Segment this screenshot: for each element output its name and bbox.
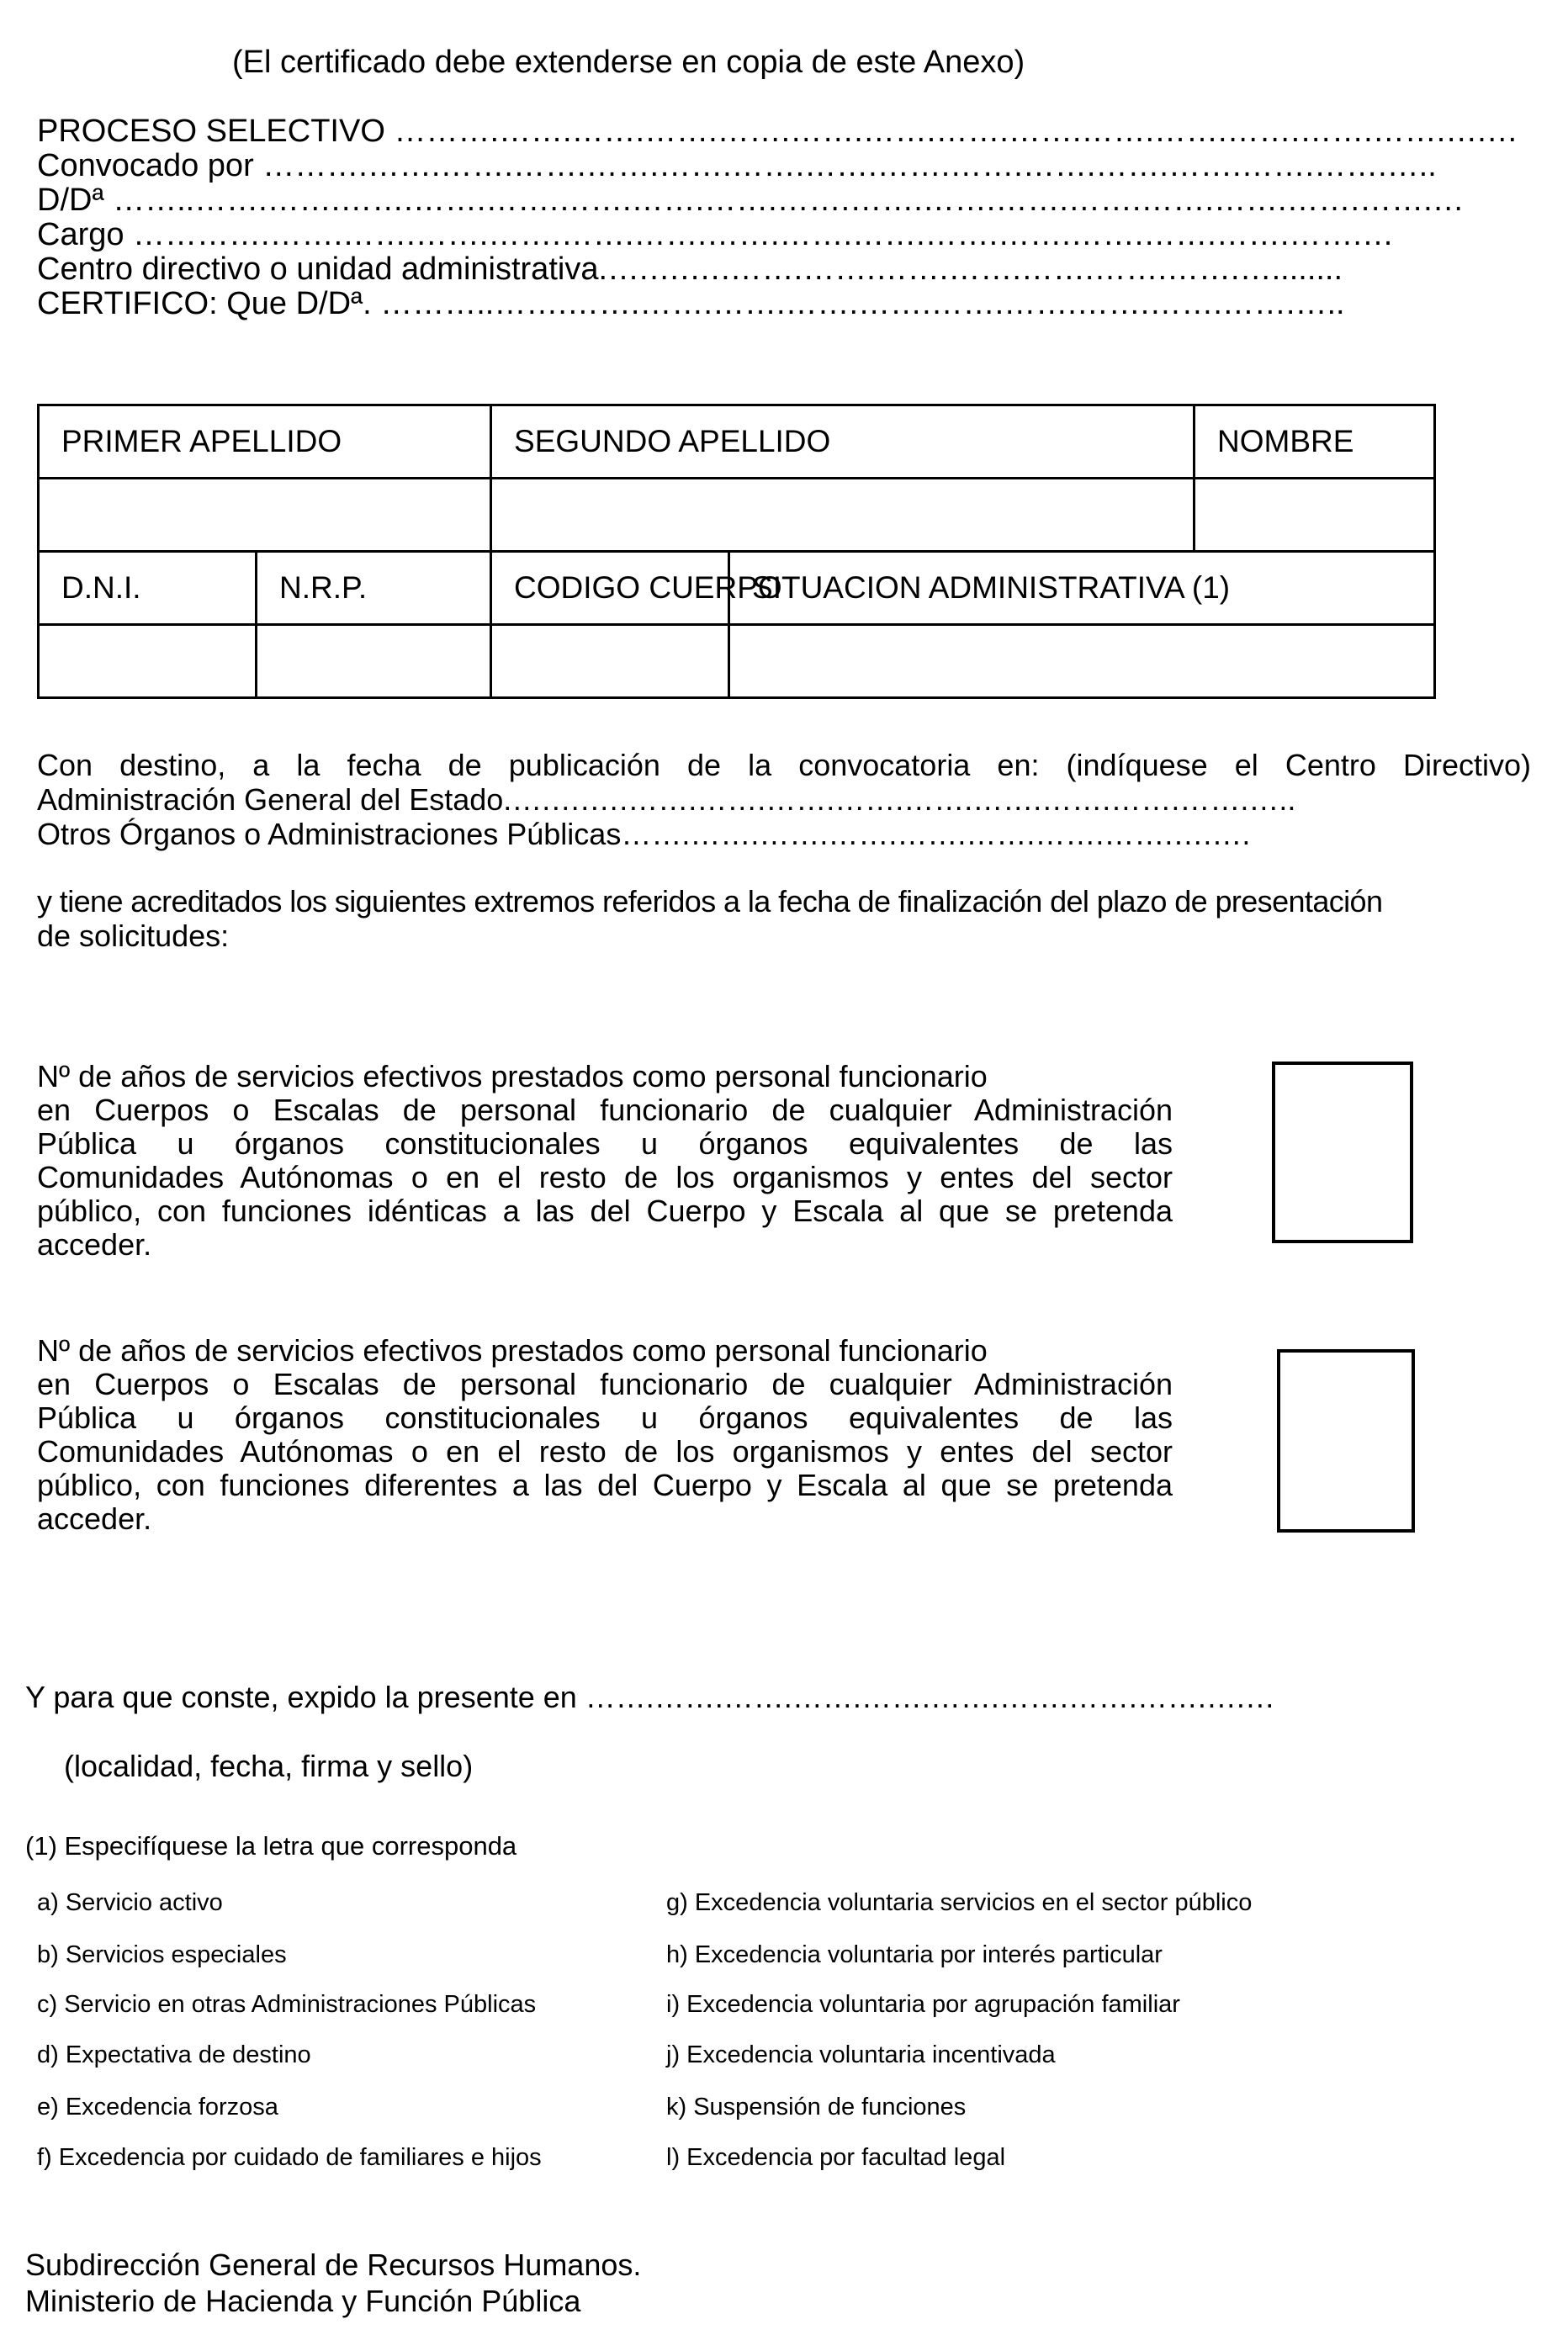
service-different-functions — [37, 1334, 1173, 1536]
years-different-box[interactable] — [1277, 1349, 1415, 1533]
place-date-signature-note: (localidad, fecha, firma y sello) — [64, 1749, 474, 1783]
header-dni: D.N.I. — [39, 552, 257, 625]
cell-primer-apellido[interactable] — [39, 479, 491, 552]
issuing-department: Subdirección General de Recursos Humanos. — [25, 2248, 642, 2282]
situation-option-i: i) Excedencia voluntaria por agrupación familiar — [666, 1991, 1180, 2018]
annex-note: (El certificado debe extenderse en copia de este Anexo) — [232, 45, 1025, 80]
situation-option-a: a) Servicio activo — [37, 1889, 223, 1916]
situation-option-j: j) Excedencia voluntaria incentivada — [666, 2041, 1056, 2068]
field-certifico[interactable]: CERTIFICO: Que D/Dª. ………..…….…….…….…….…….…….…….…….…….…….…….….. — [37, 286, 1345, 321]
situation-option-h: h) Excedencia voluntaria por interés particular — [666, 1941, 1163, 1968]
service-text-line: acceder. — [37, 1227, 152, 1262]
field-d-da[interactable]: D/Dª ……..…….…….…….…….…….…….…….…….…….…….…….…….…….…….…….…….…….… — [37, 183, 1465, 218]
service-text-line: Pública u órganos constitucionales u órganos equivalentes de las — [37, 1400, 1173, 1435]
years-identical-box[interactable] — [1272, 1062, 1413, 1243]
issued-in-field[interactable]: Y para que conste, expido la presente en …….…….…….…….…….…….…….…….…….….… — [25, 1680, 1275, 1714]
cell-segundo-apellido[interactable] — [491, 479, 1195, 552]
header-codigo-cuerpo: CODIGO CUERPO — [491, 552, 729, 625]
service-text-line: Nº de años de servicios efectivos prestados como personal funcionario — [37, 1059, 988, 1093]
footnote-title: (1) Especifíquese la letra que corresponda — [25, 1831, 517, 1861]
service-text-line: Nº de años de servicios efectivos prestados como personal funcionario — [37, 1333, 988, 1368]
situation-option-d: d) Expectativa de destino — [37, 2041, 311, 2068]
extremes-line-2: de solicitudes: — [37, 919, 230, 953]
cell-dni[interactable] — [39, 625, 257, 698]
service-text-line: en Cuerpos o Escalas de personal funcionario de cualquier Administración — [37, 1367, 1173, 1401]
table-row-ids-values — [39, 625, 1435, 698]
destination-section — [37, 749, 1531, 852]
field-otros-organos[interactable]: Otros Órganos o Administraciones Públicas…….…….…….…….…….…….…….…….….…. — [37, 817, 1251, 851]
service-text-line: Pública u órganos constitucionales u órganos equivalentes de las — [37, 1126, 1173, 1161]
situation-option-b: b) Servicios especiales — [37, 1941, 287, 1968]
service-text-line: Comunidades Autónomas o en el resto de los organismos y entes del sector — [37, 1434, 1173, 1469]
service-text-line: acceder. — [37, 1501, 152, 1536]
table-row-names-values — [39, 479, 1435, 552]
header-segundo-apellido: SEGUNDO APELLIDO — [491, 405, 1195, 479]
situation-option-f: f) Excedencia por cuidado de familiares e hijos — [37, 2144, 542, 2171]
cell-codigo-cuerpo[interactable] — [491, 625, 729, 698]
service-identical-functions — [37, 1060, 1173, 1262]
header-situacion-administrativa: SITUACION ADMINISTRATIVA (1) — [729, 552, 1435, 625]
form-fields — [37, 114, 1518, 321]
field-centro-directivo[interactable]: Centro directivo o unidad administrativa.….….….…….…….…….…….…….…….…….…........ — [37, 252, 1343, 287]
cell-situacion-administrativa[interactable] — [729, 625, 1435, 698]
header-nrp: N.R.P. — [257, 552, 491, 625]
extremes-section — [37, 885, 1382, 954]
cell-nrp[interactable] — [257, 625, 491, 698]
situation-option-e: e) Excedencia forzosa — [37, 2094, 278, 2121]
destination-intro: Con destino, a la fecha de publicación de la convocatoria en: (indíquese el Centro Directivo) — [37, 748, 1531, 782]
field-cargo[interactable]: Cargo ………….…….…….…….…….…….…….…….…….…….…….…….…….…….…….…….… — [37, 217, 1394, 252]
header-primer-apellido: PRIMER APELLIDO — [39, 405, 491, 479]
situation-option-g: g) Excedencia voluntaria servicios en el sector público — [666, 1889, 1253, 1916]
field-administracion-general[interactable]: Administración General del Estado.….….….…….…….…….…….…….…….…….…….…….….. — [37, 782, 1296, 817]
service-text-line: Comunidades Autónomas o en el resto de los organismos y entes del sector — [37, 1160, 1173, 1194]
issuing-ministry: Ministerio de Hacienda y Función Pública — [25, 2284, 581, 2318]
situation-option-k: k) Suspensión de funciones — [666, 2094, 967, 2121]
cell-nombre[interactable] — [1195, 479, 1435, 552]
field-convocado-por[interactable]: Convocado por ……….…….…….…….…….…….…….…….…….…….…….…….…….…….…….….. — [37, 148, 1437, 183]
service-text-line: en Cuerpos o Escalas de personal funcionario de cualquier Administración — [37, 1093, 1173, 1127]
service-text-line: público, con funciones diferentes a las del Cuerpo y Escala al que se pretenda — [37, 1468, 1173, 1502]
header-nombre: NOMBRE — [1195, 405, 1435, 479]
extremes-line-1: y tiene acreditados los siguientes extremos referidos a la fecha de finalización del plazo de presentación — [37, 884, 1383, 919]
situation-option-c: c) Servicio en otras Administraciones Públicas — [37, 1991, 537, 2018]
field-proceso-selectivo[interactable]: PROCESO SELECTIVO ……….…….…….…….…….…….…….…….…….…….…….…….…….…….….… — [37, 114, 1518, 149]
table-row-ids-header — [39, 552, 1435, 625]
service-text-line: público, con funciones idénticas a las del Cuerpo y Escala al que se pretenda — [37, 1194, 1173, 1228]
identification-table — [37, 404, 1436, 699]
table-row-names-header — [39, 405, 1435, 479]
situation-option-l: l) Excedencia por facultad legal — [666, 2144, 1006, 2171]
